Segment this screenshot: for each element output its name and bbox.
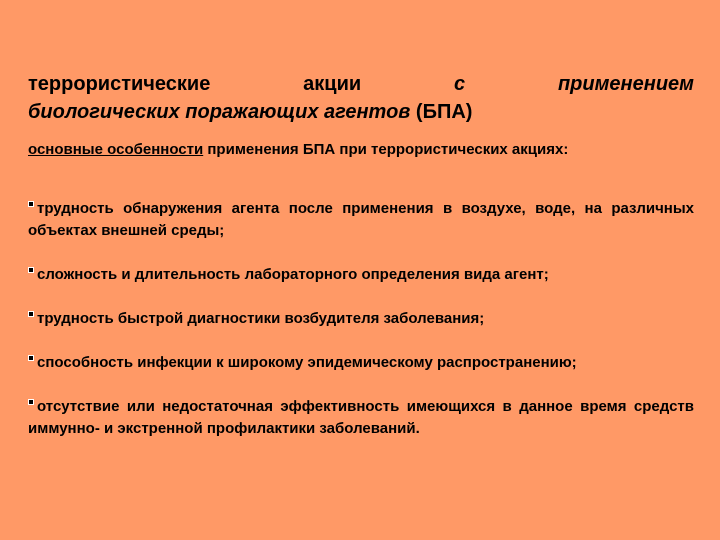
list-item-text: трудность быстрой диагностики возбудителя заболевания;: [37, 310, 485, 327]
title-word: с: [454, 73, 466, 95]
bullet-icon: [28, 311, 34, 317]
title-word: террористические: [28, 73, 211, 95]
subtitle-rest: применения БПА при террористических акциях:: [203, 141, 569, 158]
bullet-icon: [28, 399, 34, 405]
list-item: [28, 352, 694, 374]
list-item: [28, 308, 694, 330]
slide-content: [28, 70, 694, 462]
subtitle-underlined: основные особенности: [28, 141, 204, 158]
bullet-icon: [28, 267, 34, 273]
title-word: акции: [303, 73, 362, 95]
list-item-text: отсутствие или недостаточная эффективность имеющихся в данное время средств иммунно- и экстренной профилактики заболеваний.: [28, 398, 694, 437]
title-italic-text: биологических поражающих агентов: [28, 101, 411, 123]
bullet-icon: [28, 355, 34, 361]
title-line-2: [28, 98, 694, 126]
title-abbreviation: (БПА): [410, 101, 473, 123]
list-item-text: способность инфекции к широкому эпидемическому распространению;: [37, 354, 577, 371]
list-item-text: сложность и длительность лабораторного определения вида агент;: [37, 266, 549, 283]
features-list: [28, 198, 694, 440]
title-line-1: [28, 70, 694, 98]
bullet-icon: [28, 201, 34, 207]
list-item: [28, 264, 694, 286]
title-word: применением: [557, 73, 694, 95]
slide-subtitle: [28, 140, 694, 160]
list-item: [28, 396, 694, 440]
list-item-text: трудность обнаружения агента после применения в воздухе, воде, на различных объектах внешней среды;: [28, 200, 694, 239]
list-item: [28, 198, 694, 242]
slide-title: [28, 70, 694, 126]
